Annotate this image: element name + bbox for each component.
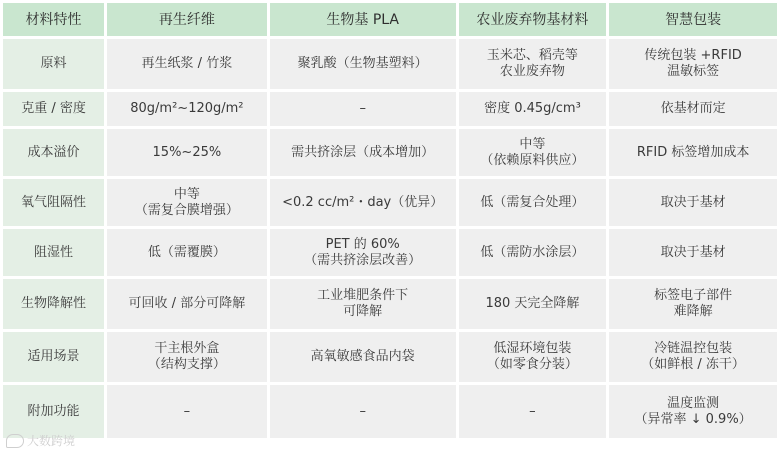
table-cell: 干主根外盒 （结构支撑） bbox=[107, 332, 267, 382]
row-label: 适用场景 bbox=[3, 332, 104, 382]
table-row bbox=[3, 39, 777, 89]
row-label: 附加功能 bbox=[3, 385, 104, 438]
table-cell: – bbox=[107, 385, 267, 438]
table-cell: 中等 （依赖原料供应） bbox=[459, 129, 607, 176]
table-cell: 标签电子部件 难降解 bbox=[609, 279, 777, 329]
table-row bbox=[3, 179, 777, 226]
row-label: 生物降解性 bbox=[3, 279, 104, 329]
table-cell: <0.2 cc/m²・day（优异） bbox=[270, 179, 456, 226]
table-cell: 高氧敏感食品内袋 bbox=[270, 332, 456, 382]
table-cell: 15%~25% bbox=[107, 129, 267, 176]
table-cell: 中等 （需复合膜增强） bbox=[107, 179, 267, 226]
watermark-logo-icon bbox=[6, 434, 24, 448]
table-cell: – bbox=[270, 92, 456, 126]
table-cell: 传统包装 +RFID 温敏标签 bbox=[609, 39, 777, 89]
row-label: 阻湿性 bbox=[3, 229, 104, 276]
table-cell: PET 的 60% （需共挤涂层改善） bbox=[270, 229, 456, 276]
header-cell-recycled-fiber: 再生纤维 bbox=[107, 3, 267, 36]
watermark bbox=[6, 432, 75, 449]
row-label: 原料 bbox=[3, 39, 104, 89]
header-cell-smart-packaging: 智慧包装 bbox=[609, 3, 777, 36]
table-row bbox=[3, 229, 777, 276]
table-cell: 低（需覆膜） bbox=[107, 229, 267, 276]
row-label: 克重 / 密度 bbox=[3, 92, 104, 126]
table-cell: – bbox=[459, 385, 607, 438]
header-cell-property: 材料特性 bbox=[3, 3, 104, 36]
table-cell: 玉米芯、稻壳等 农业废弃物 bbox=[459, 39, 607, 89]
table-cell: 180 天完全降解 bbox=[459, 279, 607, 329]
table-row bbox=[3, 279, 777, 329]
table-cell: 依基材而定 bbox=[609, 92, 777, 126]
table-cell: 低（需防水涂层） bbox=[459, 229, 607, 276]
header-cell-agri-waste: 农业废弃物基材料 bbox=[459, 3, 607, 36]
table-row bbox=[3, 92, 777, 126]
table-cell: 冷链温控包装 （如鲜根 / 冻干） bbox=[609, 332, 777, 382]
table-cell: 取决于基材 bbox=[609, 179, 777, 226]
table-cell: 可回收 / 部分可降解 bbox=[107, 279, 267, 329]
table-cell: 工业堆肥条件下 可降解 bbox=[270, 279, 456, 329]
watermark-text: 大数跨境 bbox=[27, 434, 76, 448]
table-cell: 温度监测 （异常率 ↓ 0.9%） bbox=[609, 385, 777, 438]
table-cell: 取决于基材 bbox=[609, 229, 777, 276]
table-row bbox=[3, 332, 777, 382]
row-label: 氧气阻隔性 bbox=[3, 179, 104, 226]
table-cell: 聚乳酸（生物基塑料） bbox=[270, 39, 456, 89]
header-cell-pla: 生物基 PLA bbox=[270, 3, 456, 36]
table-cell: 80g/m²~120g/m² bbox=[107, 92, 267, 126]
table-cell: 低湿环境包装 （如零食分装） bbox=[459, 332, 607, 382]
table-row bbox=[3, 129, 777, 176]
table-cell: 需共挤涂层（成本增加） bbox=[270, 129, 456, 176]
table-cell: 密度 0.45g/cm³ bbox=[459, 92, 607, 126]
table-cell: RFID 标签增加成本 bbox=[609, 129, 777, 176]
table-cell: – bbox=[270, 385, 456, 438]
row-label: 成本溢价 bbox=[3, 129, 104, 176]
table-row bbox=[3, 385, 777, 438]
header-row bbox=[3, 3, 777, 36]
table-cell: 再生纸浆 / 竹浆 bbox=[107, 39, 267, 89]
table-cell: 低（需复合处理） bbox=[459, 179, 607, 226]
